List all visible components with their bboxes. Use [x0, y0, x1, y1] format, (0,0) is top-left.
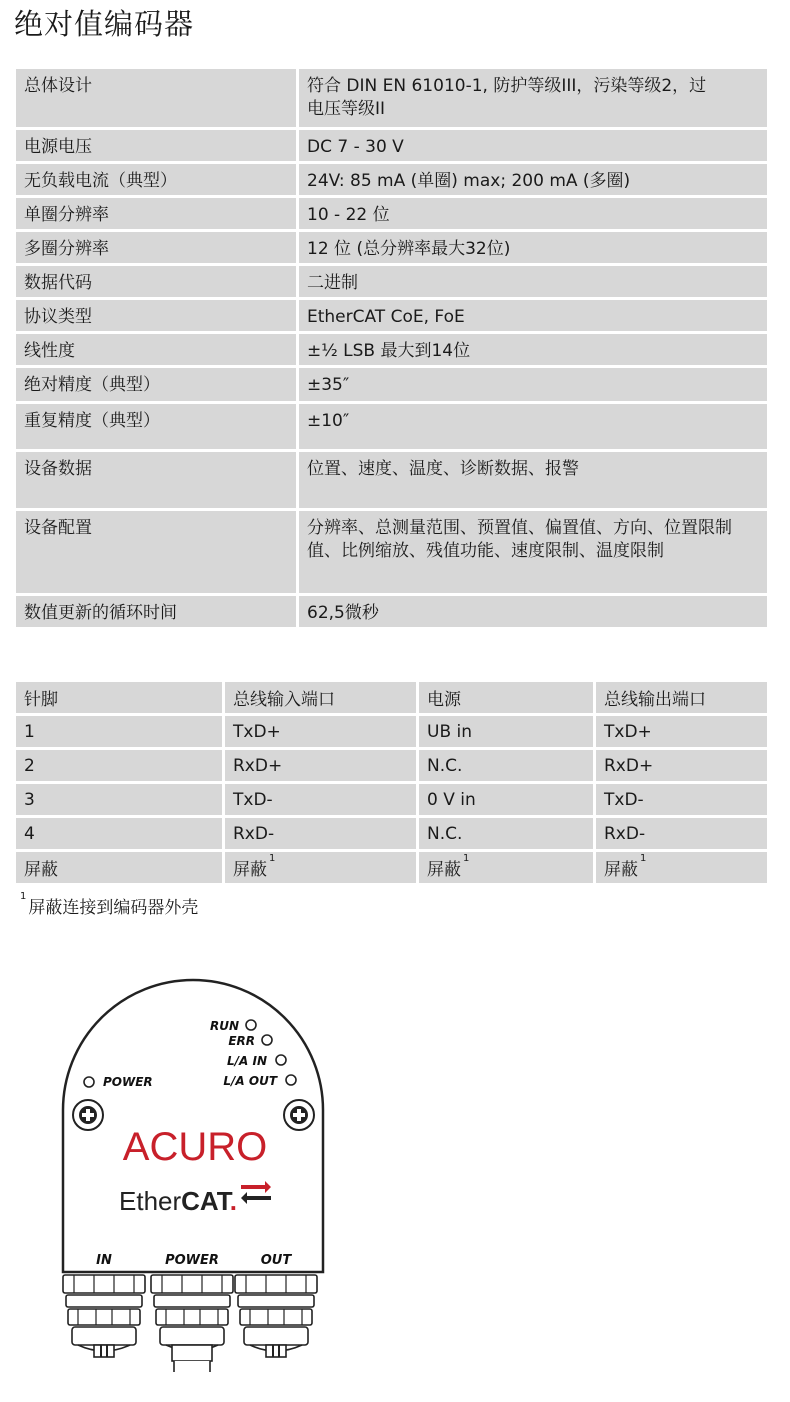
spec-label: 总体设计 [16, 69, 296, 127]
led-label-la-out: L/A OUT [223, 1074, 277, 1088]
table-row [16, 198, 767, 229]
table-cell [222, 852, 416, 883]
connector-out [235, 1275, 317, 1357]
spec-value: 12 位 (总分辨率最大32位) [296, 232, 767, 263]
spec-label: 多圈分辨率 [16, 232, 296, 263]
spec-label: 重复精度（典型） [16, 404, 296, 449]
led-err [262, 1035, 272, 1045]
spec-value: ±35″ [296, 368, 767, 401]
table-row [16, 784, 767, 815]
table-row [16, 852, 767, 883]
led-label-err: ERR [228, 1034, 255, 1048]
table-cell: TxD+ [593, 716, 767, 747]
led-label-la-in: L/A IN [226, 1054, 267, 1068]
connector-label-in: IN [96, 1253, 112, 1268]
column-header: 电源 [416, 682, 593, 713]
table-cell: UB in [416, 716, 593, 747]
connector-power [151, 1275, 233, 1372]
table-cell: 3 [16, 784, 222, 815]
column-header: 针脚 [16, 682, 222, 713]
table-cell: 0 V in [416, 784, 593, 815]
table-row [16, 750, 767, 781]
table-row [16, 334, 767, 365]
footnote-text: 屏蔽连接到编码器外壳 [28, 898, 199, 918]
footnote-mark: 1 [640, 853, 647, 864]
table-row [16, 404, 767, 449]
page-title: 绝对值编码器 [14, 7, 195, 41]
table-cell: 屏蔽 [16, 852, 222, 883]
spec-value: 62,5微秒 [296, 596, 767, 627]
footnote [20, 893, 198, 918]
footnote-mark: 1 [269, 853, 276, 864]
cell-text: 屏蔽 [604, 860, 638, 880]
table-cell: TxD- [222, 784, 416, 815]
table-row [16, 818, 767, 849]
power-led-label: POWER [103, 1075, 153, 1089]
footnote-mark: 1 [20, 891, 27, 902]
spec-label: 协议类型 [16, 300, 296, 331]
table-cell: 2 [16, 750, 222, 781]
connector-in [63, 1275, 145, 1357]
table-cell: RxD+ [593, 750, 767, 781]
table-cell: 4 [16, 818, 222, 849]
logo-text-mark: . [229, 1186, 238, 1216]
table-cell: RxD- [222, 818, 416, 849]
power-led [84, 1077, 94, 1087]
connector-label-power: POWER [165, 1253, 219, 1268]
table-row [16, 716, 767, 747]
table-cell [416, 852, 593, 883]
table-row [16, 368, 767, 401]
logo-text-bold: CAT [181, 1186, 230, 1216]
spec-label: 数据代码 [16, 266, 296, 297]
table-cell: N.C. [416, 818, 593, 849]
led-label-run: RUN [209, 1019, 239, 1033]
table-row [16, 164, 767, 195]
screw-right-icon [284, 1100, 314, 1130]
spec-label: 设备配置 [16, 511, 296, 593]
led-run [246, 1020, 256, 1030]
footnote-mark: 1 [463, 853, 470, 864]
spec-value: EtherCAT CoE, FoE [296, 300, 767, 331]
spec-value: ±½ LSB 最大到14位 [296, 334, 767, 365]
table-row [16, 232, 767, 263]
svg-text:EtherCAT. [119, 1186, 237, 1216]
led-la-in [276, 1055, 286, 1065]
table-cell: TxD- [593, 784, 767, 815]
cell-text: 屏蔽 [427, 860, 461, 880]
spec-label: 单圈分辨率 [16, 198, 296, 229]
led-la-out [286, 1075, 296, 1085]
spec-value: ±10″ [296, 404, 767, 449]
spec-label: 设备数据 [16, 452, 296, 508]
table-row [16, 130, 767, 161]
screw-left-icon [73, 1100, 103, 1130]
table-row [16, 452, 767, 508]
connector-label-out: OUT [260, 1253, 292, 1268]
spec-value: DC 7 - 30 V [296, 130, 767, 161]
spec-label: 数值更新的循环时间 [16, 596, 296, 627]
column-header: 总线输出端口 [593, 682, 767, 713]
table-cell: N.C. [416, 750, 593, 781]
table-row [16, 266, 767, 297]
column-header: 总线输入端口 [222, 682, 416, 713]
cell-text: 屏蔽 [233, 860, 267, 880]
spec-value: 二进制 [296, 266, 767, 297]
logo-text-light: Ether [119, 1186, 182, 1216]
table-row [16, 596, 767, 627]
spec-label: 无负载电流（典型） [16, 164, 296, 195]
spec-label: 绝对精度（典型） [16, 368, 296, 401]
table-cell: RxD+ [222, 750, 416, 781]
table-cell: TxD+ [222, 716, 416, 747]
spec-value: 24V: 85 mA (单圈) max; 200 mA (多圈) [296, 164, 767, 195]
table-header-row [16, 682, 767, 713]
spec-value: 分辨率、总测量范围、预置值、偏置值、方向、位置限制值、比例缩放、残值功能、速度限制、温度限制 [296, 511, 767, 593]
spec-label: 线性度 [16, 334, 296, 365]
encoder-diagram [55, 972, 330, 1372]
table-row [16, 511, 767, 593]
table-row [16, 300, 767, 331]
table-row [16, 69, 767, 127]
table-cell: 1 [16, 716, 222, 747]
spec-label: 电源电压 [16, 130, 296, 161]
table-cell: RxD- [593, 818, 767, 849]
spec-table [16, 66, 767, 630]
pin-assignment-table [16, 679, 767, 886]
table-cell [593, 852, 767, 883]
spec-value: 位置、速度、温度、诊断数据、报警 [296, 452, 767, 508]
spec-value: 10 - 22 位 [296, 198, 767, 229]
spec-value: 符合 DIN EN 61010-1, 防护等级III，污染等级2，过电压等级II [296, 69, 767, 127]
brand-logo: ACURO [122, 1125, 268, 1169]
